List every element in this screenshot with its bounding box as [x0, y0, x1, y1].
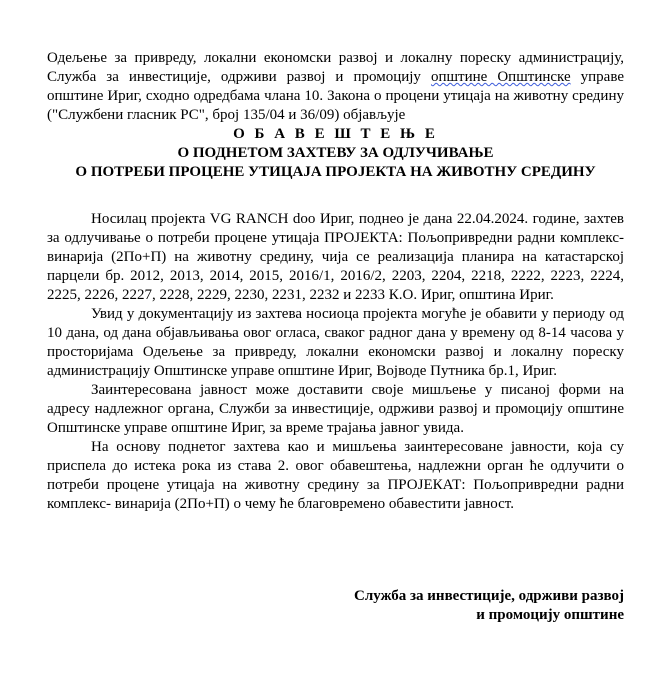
paragraph-decision — [47, 438, 624, 514]
paragraph-public-opinion-text: Заинтересована јавност може доставити своје мишљење у писаној форми на адресу надлежног органа, Служби за инвестиције, одрживи развој и промоцију општине Општинске управе општине Ириг, за време трајања јавног увида. — [47, 382, 624, 436]
paragraph-public-opinion — [47, 381, 624, 438]
paragraph-decision-text: На основу поднетог захтева као и мишљења заинтересоване јавности, која су приспела до истека рока из става 2. овог обавештења, надлежни орган ће одлучити о потреби процене утицаја на животну средину за ПРОЈЕКАТ: Пољопривредни радни комплекс- винарија (2По+П) о чему ће благовремено обавестити јавност. — [47, 439, 624, 512]
signature-line-1: Служба за инвестиције, одрживи развој — [354, 588, 624, 604]
notice-subtitle-2: О ПОТРЕБИ ПРОЦЕНЕ УТИЦАЈА ПРОЈЕКТА НА ЖИВОТНУ СРЕДИНУ — [75, 164, 596, 180]
paragraph-project-holder — [47, 210, 624, 305]
intro-spellcheck-underlined: општине Општинске — [430, 69, 571, 85]
notice-title: О Б А В Е Ш Т Е Њ Е — [233, 126, 438, 142]
document-page — [47, 49, 624, 514]
notice-subtitle-1: О ПОДНЕТОМ ЗАХТЕВУ ЗА ОДЛУЧИВАЊЕ — [177, 145, 494, 161]
paragraph-inspection — [47, 305, 624, 381]
intro-text-start: Одељење за привреду, локални економски развој и локалну пореску администрацију, Служба за инвестиције, одрживи развој и промоцију — [47, 50, 624, 85]
intro-paragraph — [47, 49, 624, 125]
paragraph-project-holder-text: Носилац пројекта VG RANCH doo Ириг, поднео је дана 22.04.2024. године, захтев за одлучивање о потреби процене утицаја ПРОЈЕКТА: Пољопривредни радни комплекс- винарија (2По+П) на животну средину, чија се реализација планира на катастарској парцели бр. 2012, 2013, 2014, 2015, 2016/1, 2016/2, 2203, 2204, 2218, 2222, 2223, 2224, 2225, 2226, 2227, 2228, 2229, 2230, 2231, 2232 и 2233 К.О. Ириг, општина Ириг. — [47, 211, 624, 303]
signature-line-2: и промоцију општине — [476, 607, 624, 623]
paragraph-inspection-text: Увид у документацију из захтева носиоца пројекта могуће је обавити у периоду од 10 дана, од дана објављивања овог огласа, сваког радног дана у времену од 8-14 часова у просторијама Одељење за привреду, локални економски развој и локалну пореску администрацију Општинске управе општине Ириг, Војводе Путника бр.1, Ириг. — [47, 306, 624, 379]
signature-block — [354, 587, 624, 625]
spacer — [47, 182, 624, 210]
intro-text-end: управе општине Ириг, сходно одредбама члана 10. Закона о процени утицаја на животну средину ("Службени гласник РС", број 135/04 и 36/09) објављује — [47, 69, 624, 123]
notice-title-block — [47, 125, 624, 182]
